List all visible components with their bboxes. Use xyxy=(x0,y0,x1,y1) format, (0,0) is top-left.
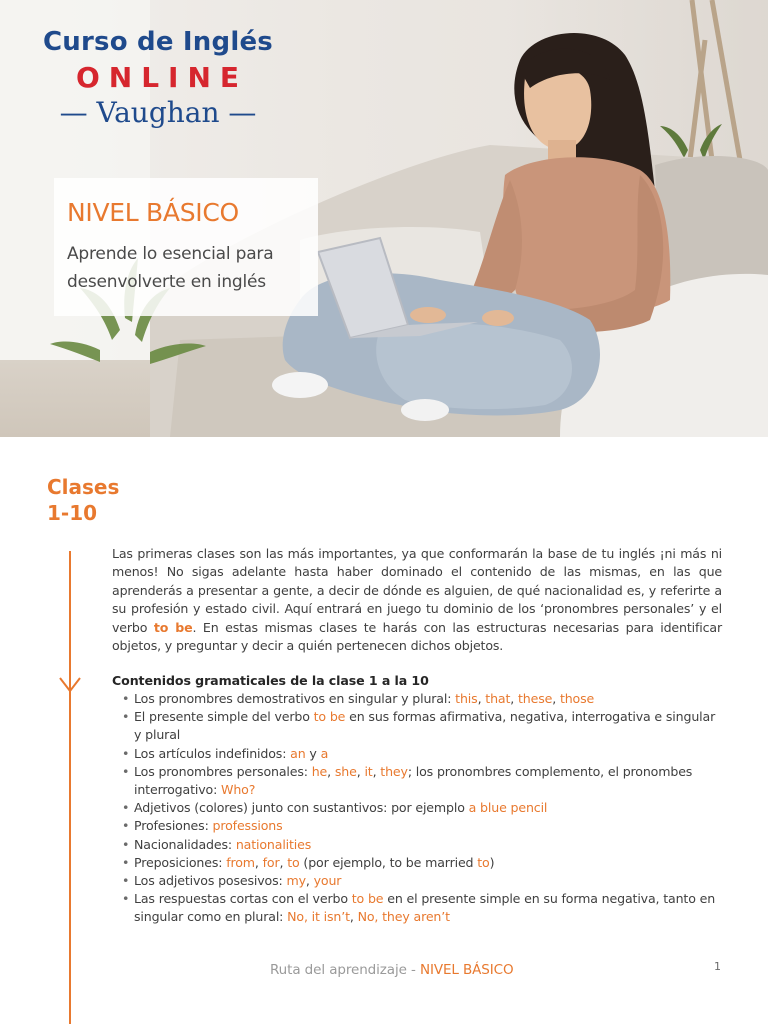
bullet-icon: • xyxy=(122,763,130,779)
contents-list xyxy=(122,690,722,927)
bullet-icon: • xyxy=(122,818,130,834)
highlight-term: she xyxy=(334,763,357,779)
logo-line-3: — Vaughan — xyxy=(59,96,257,129)
list-item xyxy=(122,854,722,872)
floor-lamp xyxy=(690,0,740,160)
list-item-text: , xyxy=(327,763,335,779)
bullet-icon: • xyxy=(122,873,130,889)
list-item-text: , xyxy=(254,854,263,870)
list-item xyxy=(122,872,722,890)
list-item xyxy=(122,817,722,835)
level-subtitle-line-1: Aprende lo esencial para xyxy=(67,244,274,264)
section-title-line-2: 1-10 xyxy=(47,501,98,525)
list-item-text: en sus formas afirmativa, negativa, interrogativa e singular y plural xyxy=(134,709,716,743)
list-item xyxy=(122,708,722,744)
list-item-text: (por ejemplo, to be married xyxy=(299,854,478,870)
list-item-text: en el presente simple en su forma negativa, tanto en singular como en plural: xyxy=(134,891,716,925)
list-item-text: , xyxy=(477,691,486,706)
list-item xyxy=(122,836,722,854)
highlight-term: those xyxy=(559,691,595,706)
contents-title: Contenidos gramaticales de la clase 1 a la 10 xyxy=(112,673,429,688)
list-item-text: , xyxy=(372,763,381,779)
bullet-icon: • xyxy=(122,891,130,907)
list-item xyxy=(122,890,722,926)
list-item xyxy=(122,745,722,763)
list-item-text: Los artículos indefinidos: xyxy=(134,745,291,761)
list-item-text: El presente simple del verbo xyxy=(134,709,314,725)
bullet-icon: • xyxy=(122,691,130,706)
list-item-text: y xyxy=(305,745,321,761)
list-item xyxy=(122,690,722,708)
highlight-term: it xyxy=(364,763,373,779)
highlight-term: my xyxy=(286,873,306,889)
section-title xyxy=(47,474,119,526)
level-card xyxy=(54,178,318,316)
hero-banner xyxy=(0,0,768,437)
level-subtitle-line-2: desenvolverte en inglés xyxy=(67,272,266,292)
bullet-icon: • xyxy=(122,854,130,870)
highlight-term: these xyxy=(517,691,553,706)
list-item-text: ; los pronombres complemento, el pronombes interrogativo: xyxy=(134,763,693,798)
highlight-term: to be xyxy=(351,891,384,907)
highlight-term: No, it isn’t xyxy=(287,909,350,925)
section-title-line-1: Clases xyxy=(47,475,120,499)
highlight-term: Who? xyxy=(221,782,256,798)
list-item-text: , xyxy=(279,854,288,870)
intro-highlight: to be xyxy=(153,619,193,635)
logo-line-1: Curso de Inglés xyxy=(43,27,273,57)
highlight-term: a blue pencil xyxy=(468,800,548,816)
list-item-text: ) xyxy=(489,854,495,870)
highlight-term: they xyxy=(380,763,408,779)
list-item-text: Adjetivos (colores) junto con sustantivos: por ejemplo xyxy=(134,800,469,816)
highlight-term: to xyxy=(287,854,300,870)
intro-paragraph xyxy=(112,545,722,655)
bullet-icon: • xyxy=(122,745,130,761)
vaughan-logo xyxy=(38,26,278,130)
list-item-text: Profesiones: xyxy=(134,818,213,834)
page-number: 1 xyxy=(714,960,721,973)
highlight-term: No, they aren’t xyxy=(357,909,450,925)
chevron-down-icon xyxy=(58,675,82,695)
highlight-term: to be xyxy=(313,709,346,725)
list-item-text: Los adjetivos posesivos: xyxy=(134,873,287,889)
highlight-term: a xyxy=(320,745,329,761)
footer-level: NIVEL BÁSICO xyxy=(419,962,514,978)
list-item-text: Los pronombres personales: xyxy=(134,763,312,779)
list-item-text: , xyxy=(305,873,314,889)
list-item xyxy=(122,799,722,817)
bullet-icon: • xyxy=(122,800,130,816)
list-item xyxy=(122,763,722,799)
list-item-text: Las respuestas cortas con el verbo xyxy=(134,891,352,907)
intro-text-1: Las primeras clases son las más importantes, ya que conformarán la base de tu inglés ¡ni más ni menos! No sigas adelante hasta haber dominado el contenido de las mismas, en las que aprenderás a presentar a gente, a decir de dónde es alguien, de qué nacionalidad es, y referirte a su profesión y estado civil. Aquí entrará en juego tu dominio de los ‘pronombres personales’ y el verbo xyxy=(112,546,722,635)
bullet-icon: • xyxy=(122,836,130,852)
list-item-text: , xyxy=(510,691,518,706)
level-title: NIVEL BÁSICO xyxy=(67,198,239,227)
intro-text-2: . En estas mismas clases te harás con las estructuras necesarias para identificar objetos, y preguntar y decir a quién pertenecen dichos objetos. xyxy=(112,619,722,654)
highlight-term: he xyxy=(311,763,328,779)
highlight-term: an xyxy=(290,745,306,761)
logo-line-2: ONLINE xyxy=(75,61,249,94)
list-item-text: , xyxy=(349,909,358,925)
footer-label: Ruta del aprendizaje - xyxy=(270,962,420,978)
highlight-term: nationalities xyxy=(235,836,312,852)
highlight-term: that xyxy=(485,691,511,706)
list-item-text: Los pronombres demostrativos en singular y plural: xyxy=(134,691,456,706)
level-subtitle xyxy=(67,240,318,296)
list-item-text: , xyxy=(552,691,560,706)
footer-text xyxy=(270,961,514,979)
timeline-line xyxy=(69,551,71,1024)
highlight-term: from xyxy=(226,854,255,870)
list-item-text: , xyxy=(356,763,365,779)
list-item-text: Preposiciones: xyxy=(134,854,227,870)
highlight-term: this xyxy=(455,691,478,706)
highlight-term: for xyxy=(262,854,280,870)
list-item-text: Nacionalidades: xyxy=(134,836,236,852)
bullet-icon: • xyxy=(122,709,130,725)
highlight-term: professions xyxy=(212,818,283,834)
highlight-term: to xyxy=(477,854,490,870)
highlight-term: your xyxy=(313,873,342,889)
